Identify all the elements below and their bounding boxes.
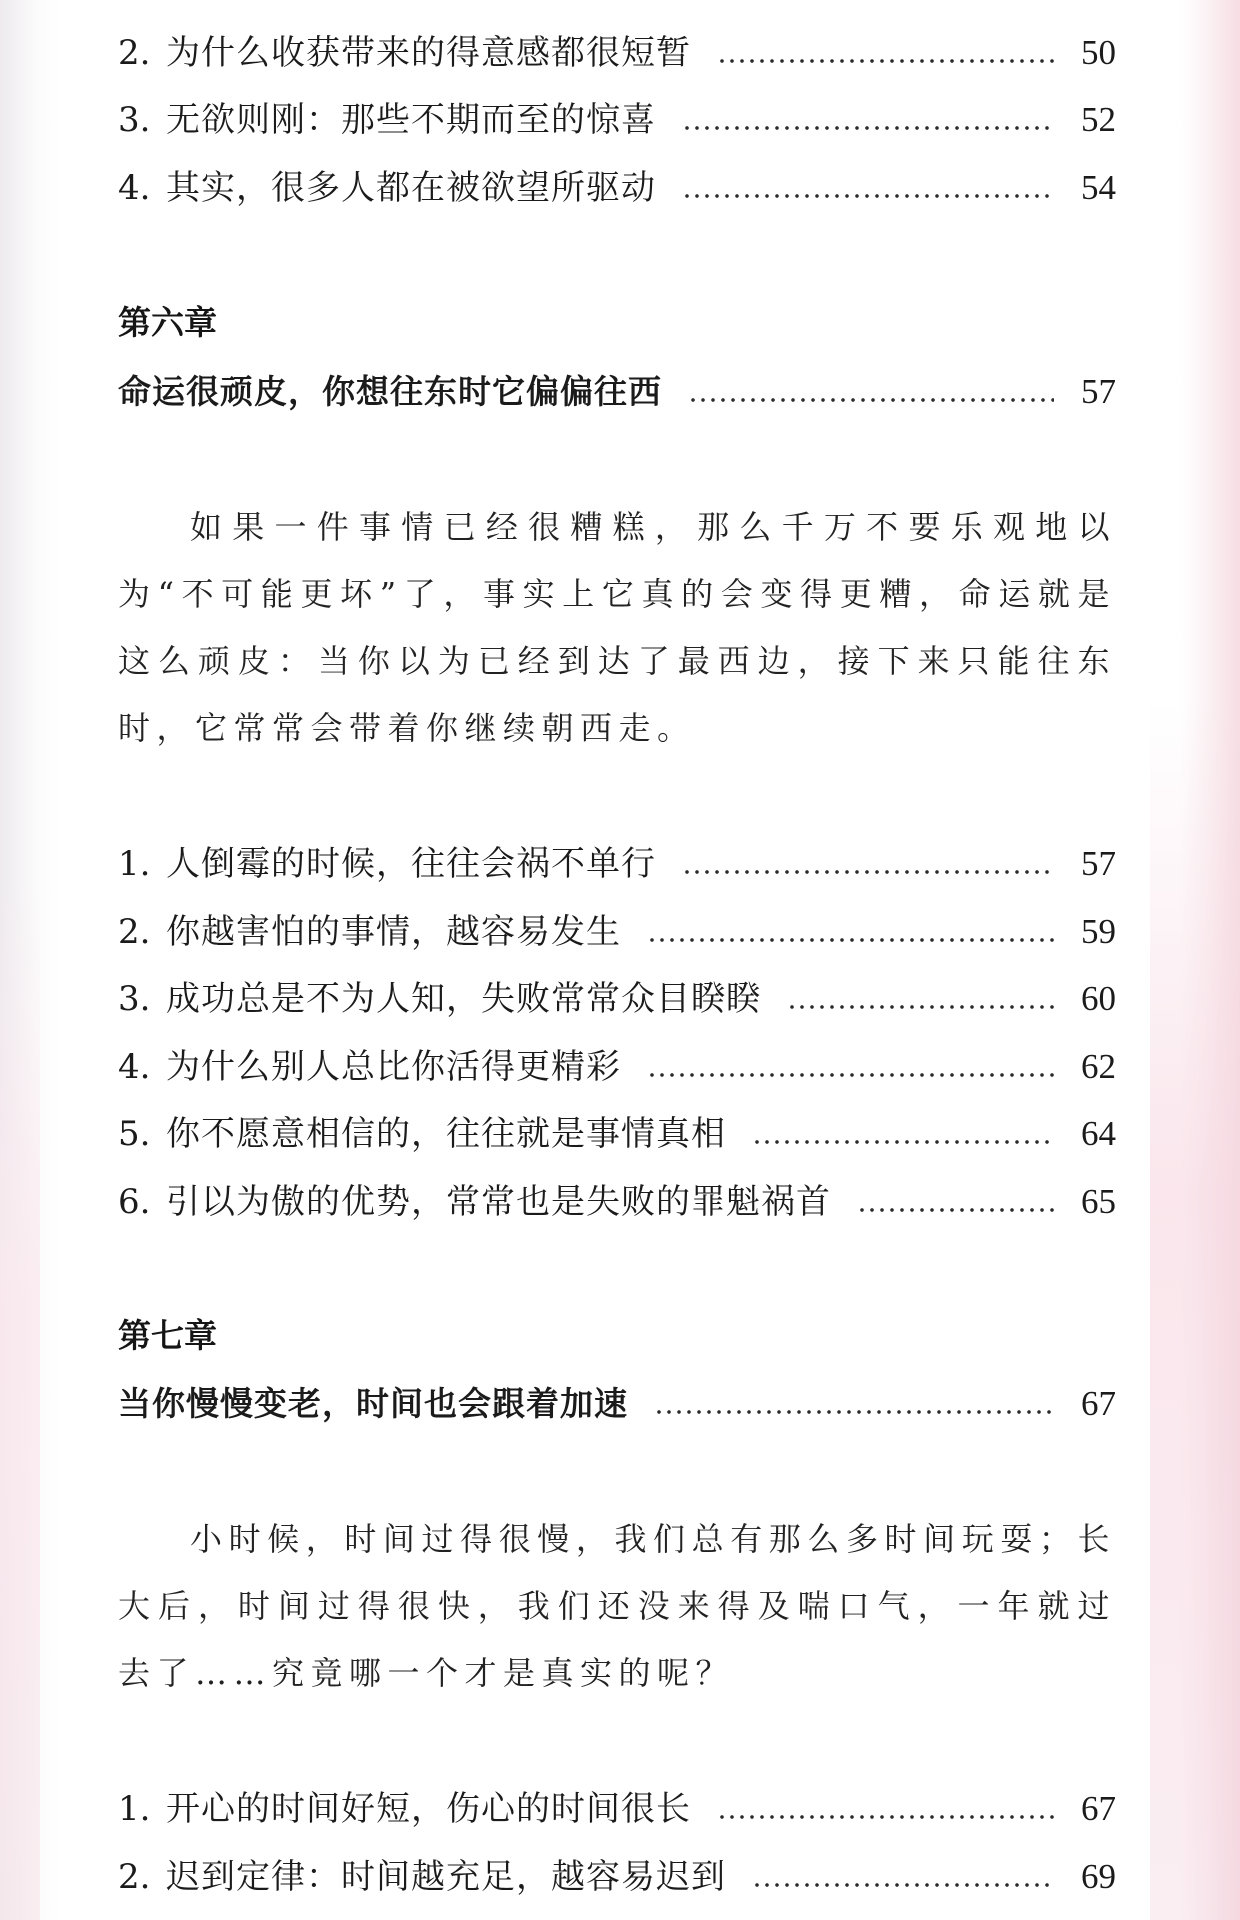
item-page-number: 62	[1081, 1047, 1116, 1086]
toc-item	[118, 95, 1116, 145]
item-title: 成功总是不为人知，失败常常众目睽睽	[166, 979, 761, 1019]
item-number: 1.	[118, 844, 151, 884]
toc-item	[118, 1109, 1116, 1159]
chapter-6-heading	[118, 367, 1116, 417]
chapter-title: 当你慢慢变老，时间也会跟着加速	[118, 1384, 628, 1423]
item-page-number: 50	[1081, 33, 1116, 72]
item-page-number: 52	[1081, 100, 1116, 139]
dot-leader	[752, 1109, 1054, 1159]
chapter-7-heading	[118, 1379, 1116, 1429]
dot-leader	[682, 95, 1054, 145]
item-title: 开心的时间好短，伤心的时间很长	[166, 1789, 691, 1829]
item-page-number: 59	[1081, 912, 1116, 951]
item-number: 4.	[118, 1047, 151, 1087]
dot-leader	[654, 1379, 1054, 1429]
chapter-6-summary: 如果一件事情已经很糟糕，那么千万不要乐观地以为“不可能更坏”了，事实上它真的会变得更糟，命运就是这么顽皮：当你以为已经到达了最西边，接下来只能往东时，它常常会带着你继续朝西走。	[118, 508, 1116, 747]
toc-item	[118, 1784, 1116, 1834]
chapter-7-summary: 小时候，时间过得很慢，我们总有那么多时间玩耍；长大后，时间过得很快，我们还没来得及喘口气，一年就过去了……究竟哪一个才是真实的呢？	[118, 1520, 1116, 1692]
item-number: 4.	[118, 168, 151, 208]
chapter-page-number: 67	[1081, 1384, 1116, 1423]
toc-item	[118, 1042, 1116, 1092]
item-page-number: 69	[1081, 1857, 1116, 1896]
item-number: 2.	[118, 1857, 151, 1897]
item-page-number: 54	[1081, 168, 1116, 207]
chapter-page-number: 57	[1081, 372, 1116, 411]
toc-item	[118, 1177, 1116, 1227]
item-number: 2.	[118, 33, 151, 73]
toc-item	[118, 1852, 1116, 1902]
item-page-number: 67	[1081, 1789, 1116, 1828]
dot-leader	[647, 1042, 1054, 1092]
item-number: 1.	[118, 1789, 151, 1829]
item-title: 迟到定律：时间越充足，越容易迟到	[166, 1857, 726, 1897]
chapter-6-label: 第六章	[118, 303, 217, 342]
item-title: 你不愿意相信的，往往就是事情真相	[166, 1114, 726, 1154]
item-title: 你越害怕的事情，越容易发生	[166, 912, 621, 952]
item-number: 2.	[118, 912, 151, 952]
item-number: 3.	[118, 979, 151, 1019]
item-page-number: 60	[1081, 979, 1116, 1018]
dot-leader	[682, 839, 1054, 889]
dot-leader	[647, 907, 1054, 957]
dot-leader	[787, 974, 1054, 1024]
dot-leader	[857, 1177, 1054, 1227]
item-title: 引以为傲的优势，常常也是失败的罪魁祸首	[166, 1182, 831, 1222]
item-number: 3.	[118, 100, 151, 140]
dot-leader	[717, 28, 1054, 78]
item-title: 为什么别人总比你活得更精彩	[166, 1047, 621, 1087]
page-edge-tint-left	[0, 880, 40, 1920]
item-page-number: 65	[1081, 1182, 1116, 1221]
page-edge-tint-right	[1150, 700, 1240, 1920]
chapter-title: 命运很顽皮，你想往东时它偏偏往西	[118, 372, 662, 411]
item-title: 无欲则刚：那些不期而至的惊喜	[166, 100, 656, 140]
item-title: 为什么收获带来的得意感都很短暂	[166, 33, 691, 73]
dot-leader	[717, 1784, 1054, 1834]
toc-item	[118, 163, 1116, 213]
toc-item	[118, 974, 1116, 1024]
item-number: 5.	[118, 1114, 151, 1154]
toc-item	[118, 907, 1116, 957]
chapter-7-label: 第七章	[118, 1316, 217, 1355]
dot-leader	[752, 1852, 1054, 1902]
item-title: 人倒霉的时候，往往会祸不单行	[166, 844, 656, 884]
item-title: 其实，很多人都在被欲望所驱动	[166, 168, 656, 208]
toc-item	[118, 839, 1116, 889]
item-number: 6.	[118, 1182, 151, 1222]
dot-leader	[688, 367, 1054, 417]
item-page-number: 64	[1081, 1114, 1116, 1153]
item-page-number: 57	[1081, 844, 1116, 883]
toc-item	[118, 28, 1116, 78]
dot-leader	[682, 163, 1054, 213]
